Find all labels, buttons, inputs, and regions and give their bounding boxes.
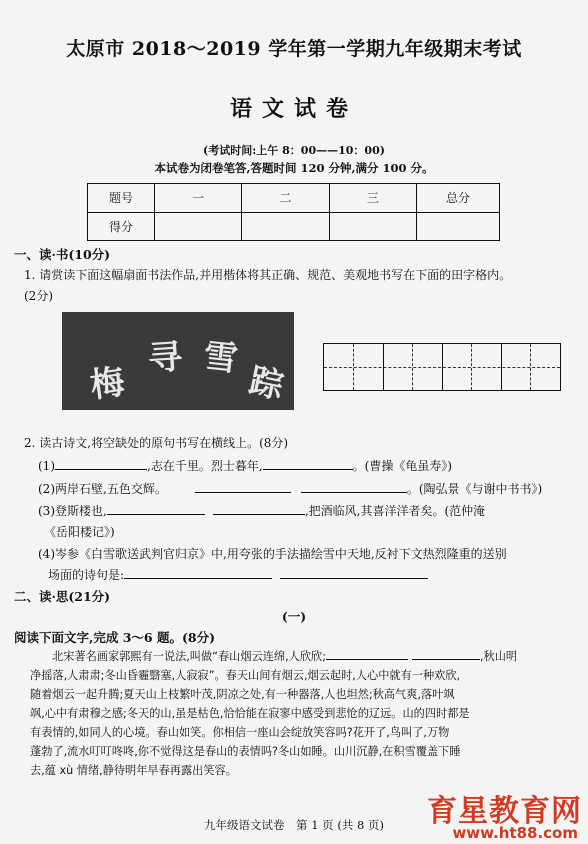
calligraphy-char: 雪 [201, 336, 240, 380]
calligraphy-char: 寻 [146, 336, 184, 380]
answer-blank[interactable] [301, 482, 407, 493]
exam-note: 本试卷为闭卷笔答,答题时间 120 分钟,满分 100 分。 [154, 161, 434, 175]
section1-heading: 一、读·书(10分) [14, 247, 111, 262]
passage-text: 北宋著名画家郭熙有一说法,叫做“春山烟云连绵,人欣欣; [52, 650, 326, 663]
passage-line-4: 飒,心中有肃穆之感;冬天的山,虽是枯色,恰恰能在寂寥中感受到悲怆的辽远。山的四时都是 [30, 707, 470, 720]
q2-1-suffix: 。(曹操《龟虽寿》) [352, 459, 453, 473]
q2-3-source: 《岳阳楼记》) [44, 525, 115, 539]
q2-1-middle: ,志在千里。烈士暮年, [147, 459, 263, 473]
section2-heading: 二、读·思(21分) [14, 589, 111, 604]
exam-time: (考试时间:上午 8：00——10：00) [203, 144, 385, 157]
exam-title: 太原市 2018～2019 学年第一学期九年级期末考试 [66, 38, 522, 60]
score-head-cell: 一 [155, 184, 242, 213]
passage-line-5: 有表情的,如同人的心境。春山如笑。你相信一座山会绽放笑容吗?花开了,鸟叫了,万物 [30, 726, 450, 739]
q2-item-2 [38, 480, 542, 497]
calligraphy-char: 梅 [87, 361, 128, 407]
watermark-url: www.ht88.com [452, 824, 578, 842]
tianzige-writing-grid[interactable] [323, 343, 561, 391]
score-head-cell: 总分 [417, 184, 500, 213]
q2-item-4-line2 [48, 566, 428, 583]
q2-item-1 [38, 457, 452, 474]
page-footer: 九年级语文试卷 第 1 页 (共 8 页) [204, 818, 384, 832]
answer-blank[interactable] [124, 568, 272, 579]
answer-blank[interactable] [326, 649, 408, 660]
q2-1-prefix: (1) [38, 459, 55, 473]
score-cell[interactable] [329, 212, 416, 241]
q2-item-4: (4)岑参《白雪歌送武判官归京》中,用夸张的手法描绘雪中天地,反衬下文热烈隆重的送别 [38, 547, 507, 561]
q2-3-prefix: (3)登斯楼也, [38, 504, 107, 518]
section2-part-label: (一) [281, 609, 307, 624]
passage-line-7: 去,蕴 xù 情绪,静待明年早春再露出笑容。 [30, 764, 237, 777]
q2-3-suffix: ,把酒临风,其喜洋洋者矣。(范仲淹 [304, 504, 486, 518]
q1-text: 1. 请赏读下面这幅扇面书法作品,并用楷体将其正确、规范、美观地书写在下面的田字格内。 [24, 268, 512, 282]
answer-blank[interactable] [55, 459, 147, 470]
answer-blank[interactable] [412, 649, 480, 660]
answer-blank[interactable] [280, 568, 428, 579]
score-table-score-row [88, 212, 500, 241]
score-head-cell: 二 [242, 184, 329, 213]
calligraphy-char: 踪 [245, 360, 288, 408]
score-head-cell: 三 [329, 184, 416, 213]
q2-item-3 [38, 502, 485, 519]
passage-line-6: 蓬勃了,流水叮叮咚咚,你不觉得这是春山的表情吗?冬山如睡。山川沉静,在积雪覆盖下睡 [30, 745, 461, 758]
q2-2-prefix: (2)两岸石壁,五色交辉。 [38, 482, 167, 496]
score-head-cell: 题号 [88, 184, 155, 213]
score-cell[interactable] [155, 212, 242, 241]
answer-blank[interactable] [213, 504, 305, 515]
answer-blank[interactable] [195, 482, 291, 493]
score-table [87, 183, 500, 241]
passage-line-2: 净摇落,人肃肃;冬山昏霾翳塞,人寂寂”。春天山间有烟云,烟云起时,人心中就有一种欢欣, [30, 669, 461, 682]
answer-blank[interactable] [107, 504, 205, 515]
passage-line-1 [30, 648, 570, 666]
score-cell[interactable] [417, 212, 500, 241]
exam-subtitle: 语文试卷 [229, 96, 358, 122]
score-row-label: 得分 [88, 212, 155, 241]
watermark-logo: 育星教育网 [427, 794, 582, 829]
answer-blank[interactable] [263, 459, 353, 470]
score-table-header-row [88, 184, 500, 213]
q1-score: (2分) [24, 289, 53, 303]
q2-4-prefix: 场面的诗句是: [48, 568, 125, 582]
q2-text: 2. 读古诗文,将空缺处的原句书写在横线上。(8分) [24, 436, 289, 450]
q2-2-suffix: 。(陶弘景《与谢中书书》) [406, 482, 543, 496]
calligraphy-fan-image [62, 312, 294, 410]
passage-line-3: 随着烟云一起升腾;夏天山上枝繁叶茂,阴凉之处,有一种器落,人也坦然;秋高气爽,落叶飒 [30, 688, 455, 701]
score-cell[interactable] [242, 212, 329, 241]
reading-instruction: 阅读下面文字,完成 3～6 题。(8分) [14, 630, 215, 645]
passage-text: ,秋山明 [480, 650, 518, 663]
